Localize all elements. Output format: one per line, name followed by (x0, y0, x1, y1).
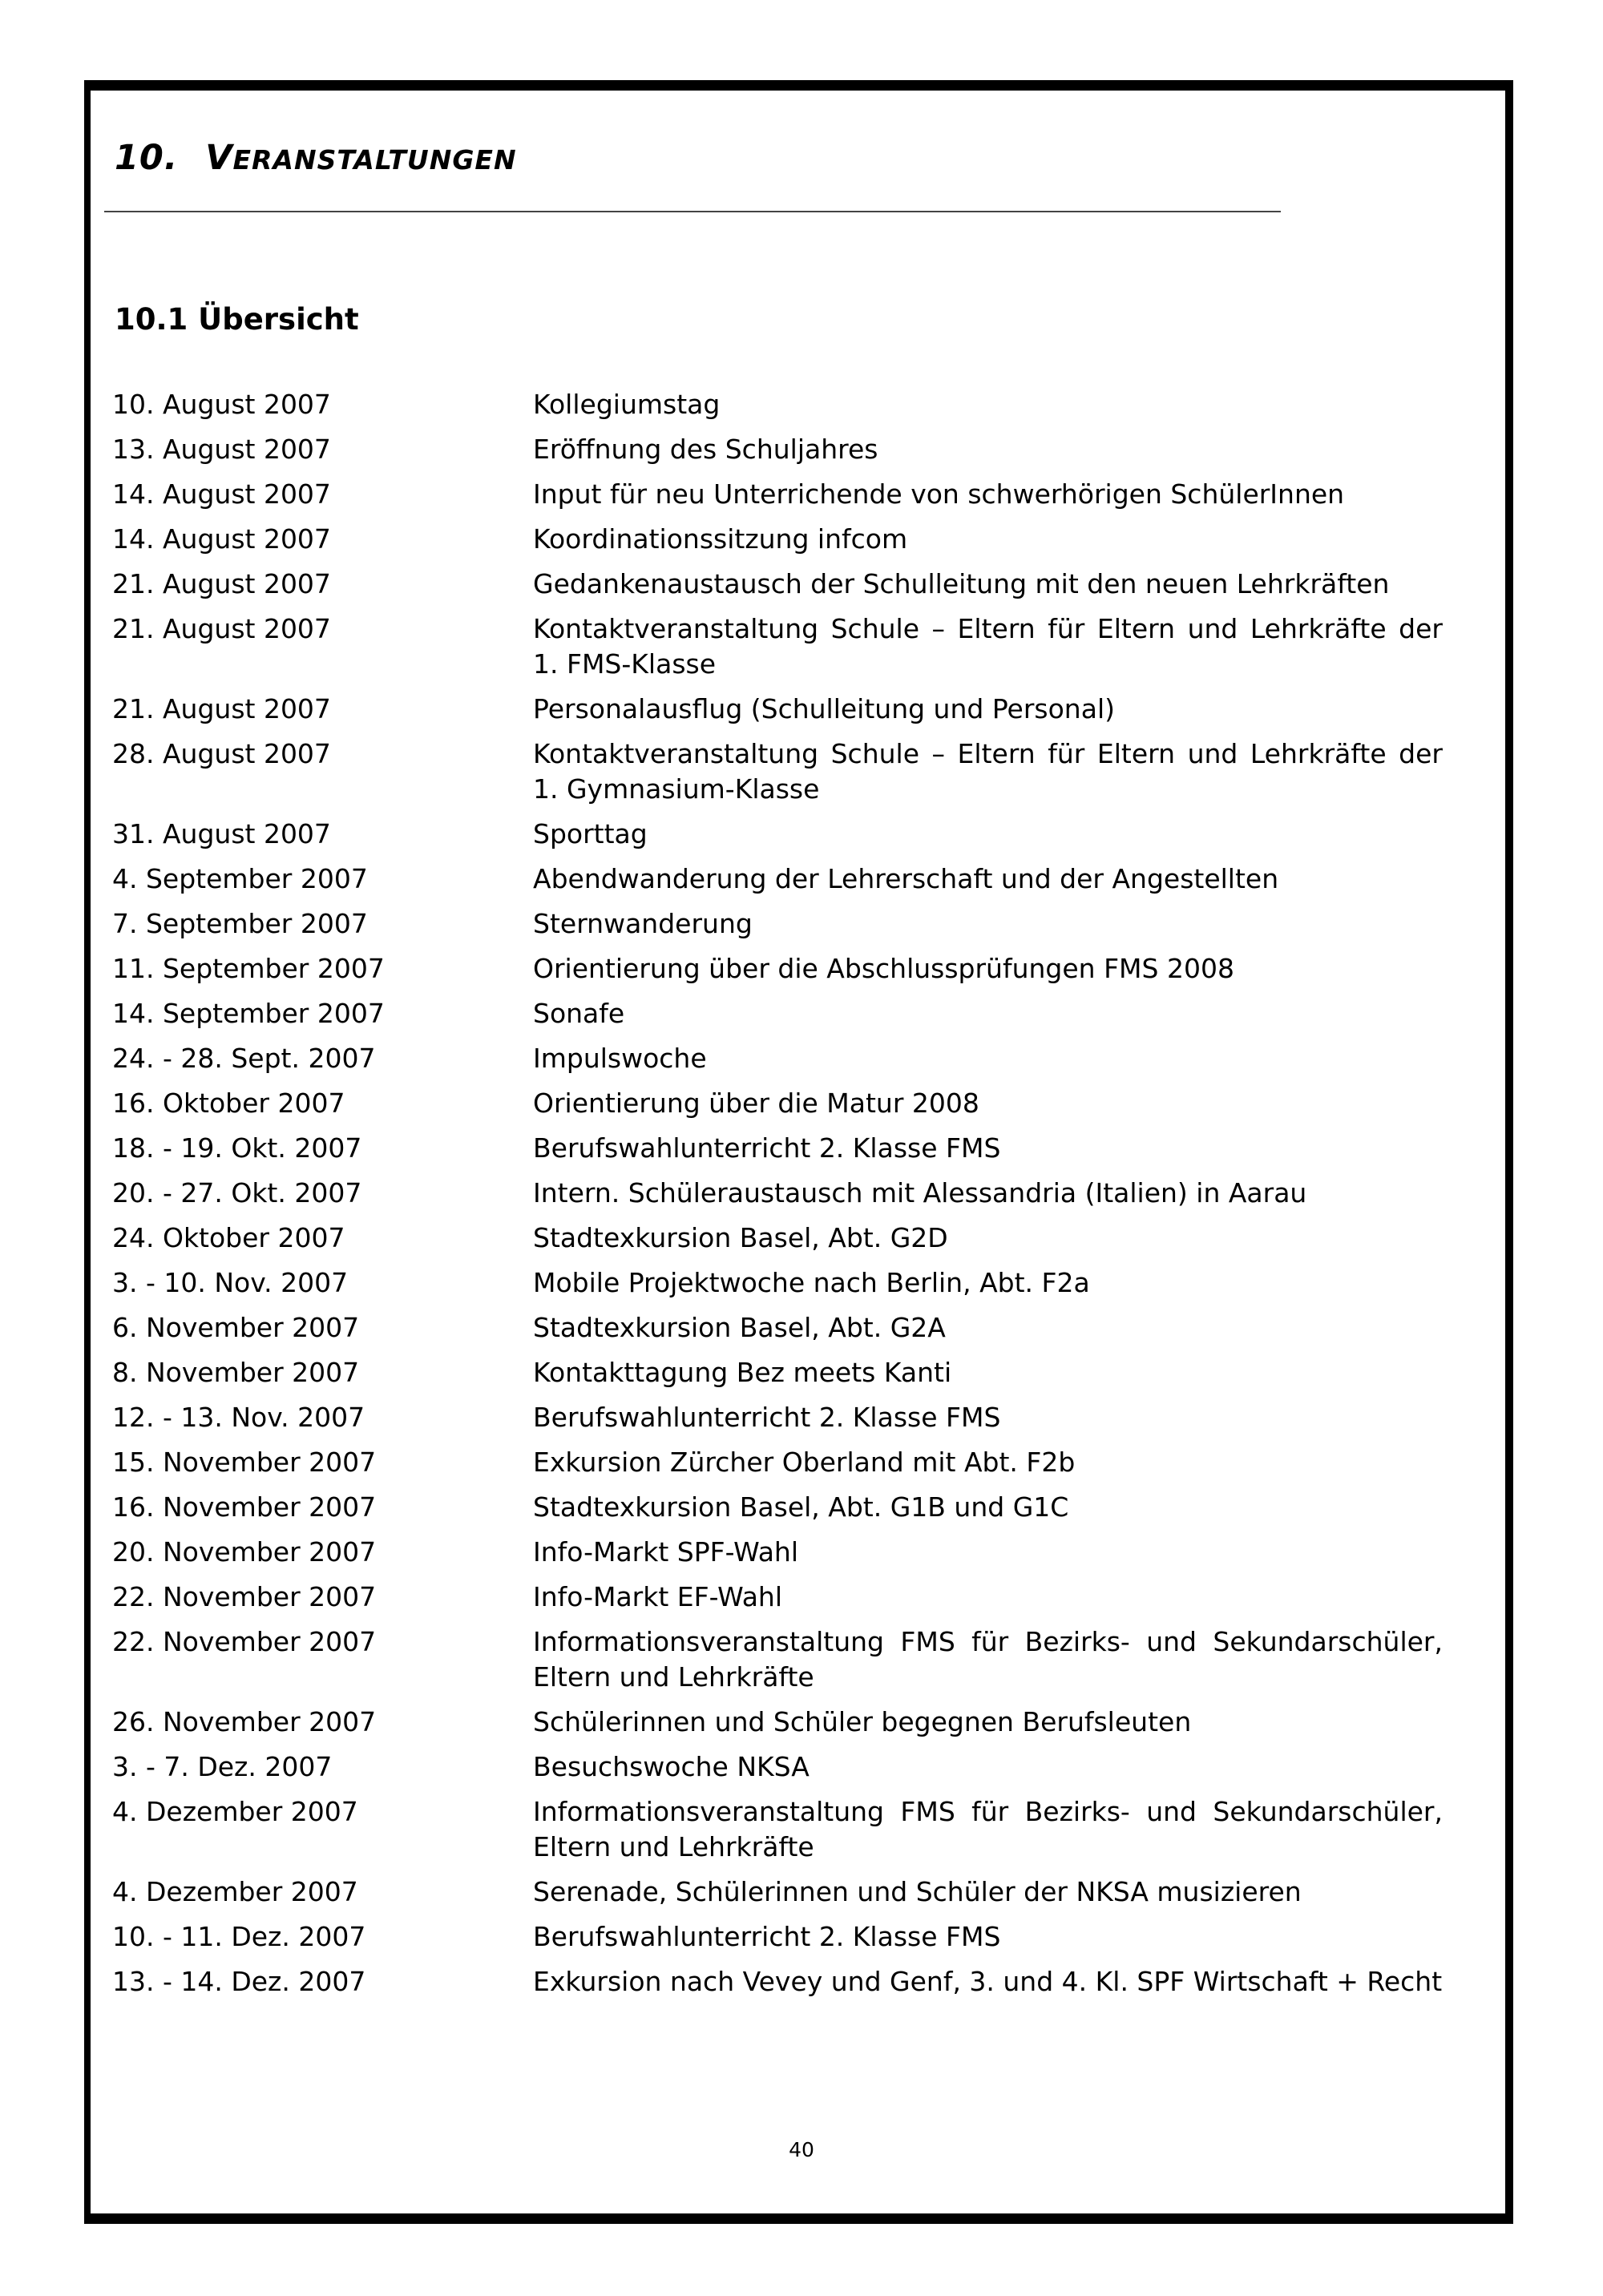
event-date: 16. November 2007 (112, 1491, 377, 1523)
event-description: Kontakttagung Bez meets Kanti (533, 1357, 952, 1388)
event-row (112, 1310, 1443, 1346)
event-date: 21. August 2007 (112, 613, 331, 644)
event-date: 13. August 2007 (112, 434, 331, 465)
event-date: 24. - 28. Sept. 2007 (112, 1043, 376, 1074)
page-number: 40 (789, 2138, 814, 2161)
event-description: Exkursion Zürcher Oberland mit Abt. F2b (533, 1447, 1076, 1478)
chapter-title (115, 138, 517, 178)
event-row (112, 1705, 1443, 1740)
event-description: Kollegiumstag (533, 389, 721, 420)
event-row (112, 1490, 1443, 1525)
event-description: Kontaktveranstaltung Schule – Eltern für Eltern und Lehrkräfte der 1. Gymnasium-Klasse (533, 738, 1443, 805)
event-description: Personalausflug (Schulleitung und Personal) (533, 693, 1115, 724)
section-title: 10.1 Übersicht (115, 302, 359, 337)
event-date: 4. Dezember 2007 (112, 1876, 358, 1907)
event-row (112, 477, 1443, 512)
event-row (112, 1580, 1443, 1615)
event-row (112, 1400, 1443, 1435)
event-row (112, 432, 1443, 467)
event-description: Serenade, Schülerinnen und Schüler der NKSA musizieren (533, 1876, 1302, 1907)
event-date: 12. - 13. Nov. 2007 (112, 1402, 365, 1433)
event-date: 8. November 2007 (112, 1357, 360, 1388)
event-description: Besuchswoche NKSA (533, 1751, 810, 1782)
event-description: Orientierung über die Abschlussprüfungen FMS 2008 (533, 953, 1234, 984)
event-description: Info-Markt EF-Wahl (533, 1581, 783, 1612)
event-description: Mobile Projektwoche nach Berlin, Abt. F2a (533, 1267, 1090, 1298)
event-description: Impulswoche (533, 1043, 707, 1074)
event-row (112, 567, 1443, 602)
event-description: Berufswahlunterricht 2. Klasse FMS (533, 1132, 1001, 1164)
event-row (112, 387, 1443, 422)
chapter-title-initial: V (205, 138, 233, 178)
event-row (112, 1176, 1443, 1211)
event-date: 21. August 2007 (112, 693, 331, 724)
event-row (112, 906, 1443, 942)
event-description: Stadtexkursion Basel, Abt. G1B und G1C (533, 1491, 1069, 1523)
event-description: Koordinationssitzung infcom (533, 523, 908, 555)
chapter-number: 10. (115, 138, 179, 178)
event-row (112, 1041, 1443, 1076)
event-description: Stadtexkursion Basel, Abt. G2A (533, 1312, 946, 1343)
event-description: Sternwanderung (533, 908, 753, 939)
event-row (112, 1794, 1443, 1865)
event-description: Orientierung über die Matur 2008 (533, 1087, 979, 1119)
event-date: 20. - 27. Okt. 2007 (112, 1177, 362, 1209)
event-row (112, 1265, 1443, 1301)
event-date: 13. - 14. Dez. 2007 (112, 1966, 366, 1997)
event-row (112, 522, 1443, 557)
event-row (112, 1445, 1443, 1480)
event-date: 31. August 2007 (112, 818, 331, 849)
event-row (112, 862, 1443, 897)
event-date: 14. August 2007 (112, 523, 331, 555)
event-date: 3. - 7. Dez. 2007 (112, 1751, 333, 1782)
event-description: Berufswahlunterricht 2. Klasse FMS (533, 1402, 1001, 1433)
event-date: 18. - 19. Okt. 2007 (112, 1132, 362, 1164)
event-date: 20. November 2007 (112, 1536, 377, 1568)
event-date: 15. November 2007 (112, 1447, 377, 1478)
event-description: Schülerinnen und Schüler begegnen Berufsleuten (533, 1706, 1192, 1737)
event-description: Input für neu Unterrichende von schwerhörigen SchülerInnen (533, 478, 1345, 510)
event-row (112, 817, 1443, 852)
event-date: 21. August 2007 (112, 568, 331, 599)
event-date: 4. September 2007 (112, 863, 368, 894)
event-row (112, 611, 1443, 682)
event-row (112, 1086, 1443, 1121)
event-row (112, 1964, 1443, 1999)
event-description: Stadtexkursion Basel, Abt. G2D (533, 1222, 948, 1253)
event-date: 11. September 2007 (112, 953, 385, 984)
event-row (112, 692, 1443, 727)
event-description: Informationsveranstaltung FMS für Bezirks- und Sekundarschüler, Eltern und Lehrkräfte (533, 1796, 1443, 1862)
event-date: 3. - 10. Nov. 2007 (112, 1267, 349, 1298)
event-date: 22. November 2007 (112, 1581, 377, 1612)
event-row (112, 1535, 1443, 1570)
event-description: Informationsveranstaltung FMS für Bezirks- und Sekundarschüler, Eltern und Lehrkräfte (533, 1626, 1443, 1693)
event-row (112, 1919, 1443, 1955)
event-date: 28. August 2007 (112, 738, 331, 769)
event-description: Kontaktveranstaltung Schule – Eltern für Eltern und Lehrkräfte der 1. FMS-Klasse (533, 613, 1443, 680)
event-row (112, 996, 1443, 1031)
event-row (112, 1131, 1443, 1166)
event-row (112, 1749, 1443, 1785)
event-description: Sporttag (533, 818, 648, 849)
title-divider (104, 211, 1281, 212)
event-date: 16. Oktober 2007 (112, 1087, 345, 1119)
event-date: 4. Dezember 2007 (112, 1796, 358, 1827)
event-description: Exkursion nach Vevey und Genf, 3. und 4. Kl. SPF Wirtschaft + Recht (533, 1966, 1443, 1997)
event-description: Berufswahlunterricht 2. Klasse FMS (533, 1921, 1001, 1952)
event-date: 14. August 2007 (112, 478, 331, 510)
event-row (112, 1221, 1443, 1256)
event-row (112, 951, 1443, 987)
event-date: 22. November 2007 (112, 1626, 377, 1657)
event-list (112, 387, 1443, 2009)
event-date: 6. November 2007 (112, 1312, 360, 1343)
chapter-title-rest: ERANSTALTUNGEN (232, 144, 517, 176)
event-date: 10. August 2007 (112, 389, 331, 420)
event-row (112, 1874, 1443, 1910)
event-description: Intern. Schüleraustausch mit Alessandria (Italien) in Aarau (533, 1177, 1307, 1209)
event-row (112, 736, 1443, 807)
event-date: 24. Oktober 2007 (112, 1222, 345, 1253)
event-row (112, 1624, 1443, 1695)
event-date: 14. September 2007 (112, 998, 385, 1029)
event-description: Sonafe (533, 998, 625, 1029)
event-row (112, 1355, 1443, 1390)
event-description: Gedankenaustausch der Schulleitung mit den neuen Lehrkräften (533, 568, 1390, 599)
event-date: 26. November 2007 (112, 1706, 377, 1737)
event-description: Abendwanderung der Lehrerschaft und der Angestellten (533, 863, 1279, 894)
event-date: 10. - 11. Dez. 2007 (112, 1921, 366, 1952)
event-description: Info-Markt SPF-Wahl (533, 1536, 798, 1568)
event-date: 7. September 2007 (112, 908, 368, 939)
event-description: Eröffnung des Schuljahres (533, 434, 878, 465)
